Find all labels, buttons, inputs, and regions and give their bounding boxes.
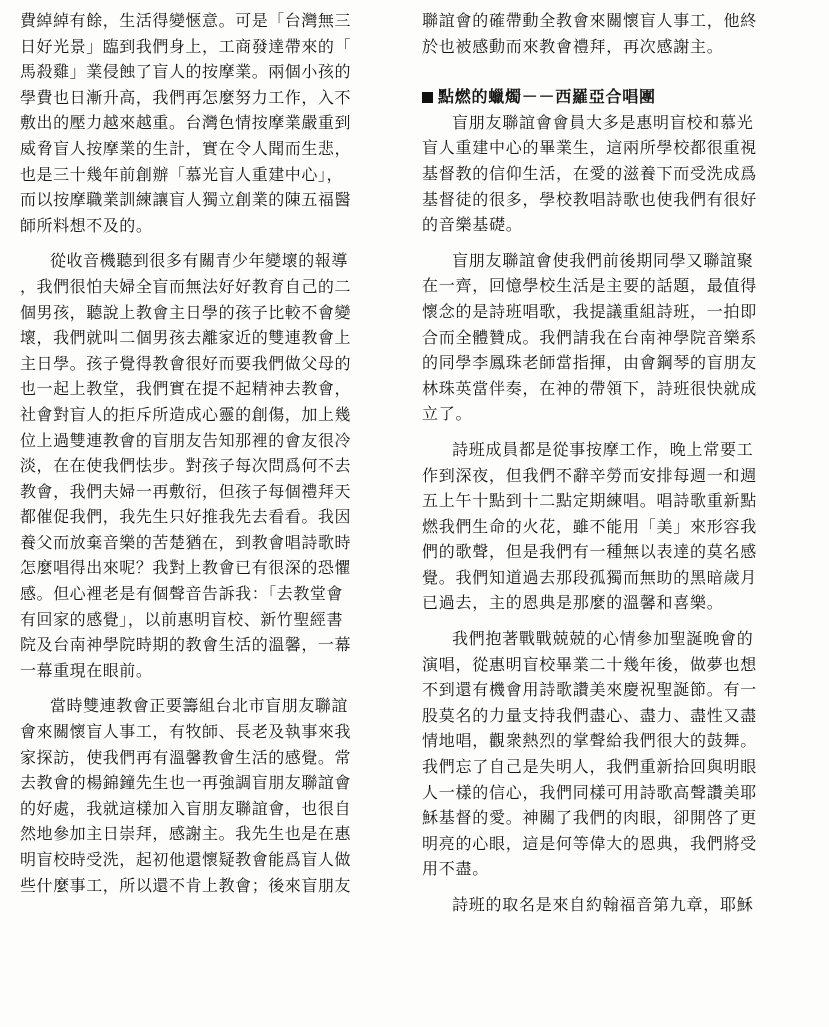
text-line: 個男孩，聽說上教會主日學的孩子比較不會變: [20, 302, 352, 322]
paragraph-gap: [422, 427, 802, 437]
text-line: 家探訪，使我們再有溫馨教會生活的感覺。常: [20, 747, 352, 767]
text-line: 感。但心裡老是有個聲音告訴我：「去教堂會: [20, 584, 344, 604]
text-line: 基督徒的很多，學校教唱詩歌也使我們有很好: [422, 189, 758, 209]
paragraph-gap: [422, 882, 802, 892]
right-column: [422, 8, 802, 918]
text-line: ，我們很怕夫婦全盲而無法好好教育自己的二: [20, 276, 352, 296]
text-line: 養父而放棄音樂的苦楚猶在，到教會唱詩歌時: [20, 532, 352, 552]
text-line: 社會對盲人的拒斥所造成心靈的創傷，加上幾: [20, 404, 352, 424]
paragraph-gap: [422, 616, 802, 626]
text-line: 壞，我們就叫二個男孩去離家近的雙連教會上: [20, 328, 352, 348]
paragraph-first-line: 從收音機聽到很多有關青少年變壞的報導: [50, 251, 348, 271]
text-line: 教會，我們夫婦一再敷衍，但孩子每個禮拜天: [20, 481, 352, 501]
text-line: 已過去，主的恩典是那麼的溫馨和喜樂。: [422, 593, 724, 613]
text-line: 學費也日漸升高，我們再怎麼努力工作，入不: [20, 87, 352, 107]
text-line: 五上午十點到十二點定期練唱。唱詩歌重新點: [422, 491, 758, 511]
text-line: 們的歌聲，但是我們有一種無以表達的莫名感: [422, 542, 758, 562]
text-line: 明盲校時受洗，起初他還懷疑教會能爲盲人做: [20, 850, 352, 869]
paragraph-first-line: 盲朋友聯誼會使我們前後期同學又聯誼聚: [452, 250, 754, 270]
text-line: 盲人重建中心的畢業生，這兩所學校都很重視: [422, 138, 758, 158]
section-heading: [422, 84, 802, 110]
text-line: 的同學李鳳珠老師當指揮，由會鋼琴的盲朋友: [422, 353, 758, 373]
text-line: 用不盡。: [422, 859, 490, 879]
text-line: 明亮的心眼，這是何等偉大的恩典，我們將受: [422, 833, 758, 853]
text-line: 威脅盲人按摩業的生計，實在令人聞而生悲，: [20, 138, 352, 158]
text-line: 作到深夜，但我們不辭辛勞而安排每週一和週: [422, 465, 758, 485]
text-line: 的好處，我就這樣加入盲朋友聯誼會，也很自: [20, 798, 352, 818]
square-bullet-icon: [422, 92, 433, 103]
paragraph-first-line: 盲朋友聯誼會會員大多是惠明盲校和慕光: [452, 112, 754, 132]
text-line: 敷出的壓力越來越重。台灣色情按摩業嚴重到: [20, 113, 352, 133]
text-line: 的音樂基礎。: [422, 215, 523, 235]
text-line: 師所料想不及的。: [20, 215, 153, 235]
text-line: 費綽綽有餘，生活得變愜意。可是「台灣無三: [20, 11, 352, 30]
text-line: 林珠英當伴奏，在神的帶領下，詩班很快就成: [422, 378, 758, 398]
text-line: 情地唱，觀衆熱烈的掌聲給我們很大的鼓舞。: [422, 731, 758, 751]
text-line: 會來關懷盲人事工，有牧師、長老及執事來我: [20, 722, 352, 742]
paragraph-gap: [422, 238, 802, 248]
text-line: 位上過雙連教會的盲朋友告知那裡的會友很冷: [20, 430, 352, 450]
paragraph-gap: [20, 683, 392, 693]
text-line: 去教會的楊錦鐘先生也一再強調盲朋友聯誼會: [20, 773, 352, 793]
text-line: 都催促我們，我先生只好推我先去看看。我因: [20, 507, 352, 527]
text-line: 聯誼會的確帶動全教會來關懷盲人事工，他終: [422, 11, 758, 30]
paragraph-first-line: 詩班的取名是來自約翰福音第九章，耶穌: [452, 895, 754, 914]
paragraph-first-line: 詩班成員都是從事按摩工作，晚上常要工: [452, 439, 754, 459]
paragraph-first-line: 我們抱著戰戰兢兢的心情參加聖誕晚會的: [452, 629, 754, 649]
paragraph-first-line: 當時雙連教會正要籌組台北市盲朋友聯誼: [50, 696, 348, 716]
text-line: 演唱，從惠明盲校畢業二十幾年後，做夢也想: [422, 654, 758, 674]
section-gap: [422, 59, 802, 84]
text-line: 也一起上教堂，我們實在提不起精神去教會，: [20, 379, 352, 399]
text-line: 懷念的是詩班唱歌，我提議重組詩班，一拍即: [422, 301, 758, 321]
text-line: 而以按摩職業訓練讓盲人獨立創業的陳五福醫: [20, 190, 352, 210]
text-line: 股莫名的力量支持我們盡心、盡力、盡性又盡: [422, 705, 758, 725]
text-line: 淡，在在使我們怯步。對孩子每次問爲何不去: [20, 456, 352, 476]
paragraph-gap: [20, 238, 392, 248]
text-line: 覺。我們知道過去那段孤獨而無助的黑暗歲月: [422, 567, 758, 587]
text-line: 立了。: [422, 404, 473, 424]
left-column: [20, 8, 392, 898]
text-line: 合而全體贊成。我們請我在台南神學院音樂系: [422, 327, 758, 347]
text-line: 日好光景」臨到我們身上，工商發達帶來的「: [20, 36, 352, 56]
text-line: 在一齊，回憶學校生活是主要的話題，最值得: [422, 276, 758, 296]
text-line: 也是三十幾年前創辦「慕光盲人重建中心」，: [20, 164, 344, 184]
text-line: 我們忘了自己是失明人，我們重新拾回與明眼: [422, 757, 758, 777]
text-line: 不到還有機會用詩歌讚美來慶祝聖誕節。有一: [422, 680, 758, 700]
text-line: 些什麼事工，所以還不肯上教會；後來盲朋友: [20, 875, 352, 895]
section-heading-text: 點燃的蠟燭－－西羅亞合唱團: [438, 87, 656, 107]
text-line: 一幕重現在眼前。: [20, 660, 153, 680]
text-line: 人一樣的信心，我們同樣可用詩歌高聲讚美耶: [422, 782, 758, 802]
text-line: 燃我們生命的火花，雖不能用「美」來形容我: [422, 516, 758, 536]
text-line: 然地參加主日崇拜，感謝主。我先生也是在惠: [20, 824, 352, 844]
text-line: 院及台南神學院時期的教會生活的溫馨，一幕: [20, 635, 352, 655]
text-line: 於也被感動而來教會禮拜，再次感謝主。: [422, 36, 724, 56]
text-line: 基督教的信仰生活，在愛的滋養下而受洗成爲: [422, 163, 758, 183]
text-line: 主日學。孩子覺得教會很好而要我們做父母的: [20, 353, 352, 373]
text-line: 怎麼唱得出來呢？我對上教會已有很深的恐懼: [20, 558, 352, 578]
text-line: 有回家的感覺」，以前惠明盲校、新竹聖經書: [20, 609, 344, 629]
text-line: 馬殺雞」業侵蝕了盲人的按摩業。兩個小孩的: [20, 62, 352, 82]
text-line: 穌基督的愛。神關了我們的肉眼，卻開啓了更: [422, 808, 758, 828]
